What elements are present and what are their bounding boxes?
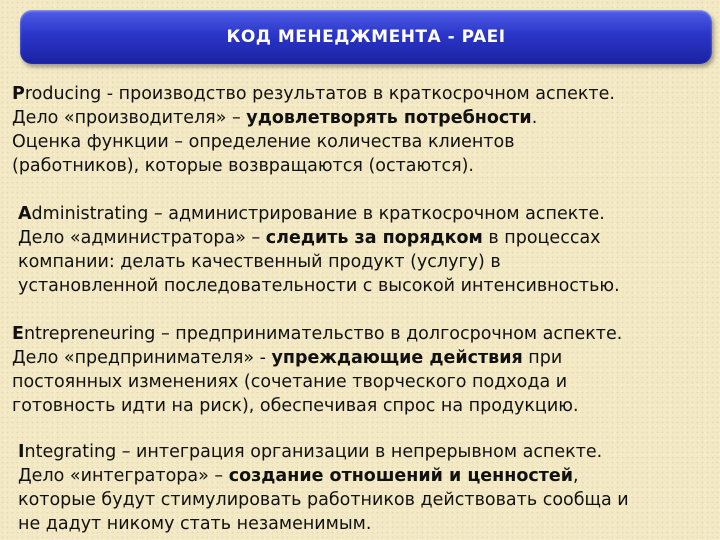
section-line: Оценка функции – определение количества клиентов bbox=[12, 132, 515, 152]
section-lead-letter: P bbox=[12, 84, 25, 104]
section-line: компании: делать качественный продукт (услугу) в bbox=[18, 252, 501, 272]
section-emphasis: упреждающие действия bbox=[271, 348, 523, 368]
section-text: Дело «производителя» – bbox=[12, 108, 247, 128]
section-lead-letter: E bbox=[12, 324, 24, 344]
section-text: Дело «администратора» – bbox=[18, 228, 266, 248]
section-heading-text: ntrepreneuring – предпринимательство в долгосрочном аспекте. bbox=[23, 324, 623, 344]
section-integrating bbox=[18, 440, 629, 536]
section-line: (работников), которые возвращаются (остаются). bbox=[12, 156, 474, 176]
section-text: в процессах bbox=[482, 228, 601, 248]
section-line bbox=[12, 106, 615, 130]
section-lead-letter: A bbox=[18, 204, 32, 224]
section-line: которые будут стимулировать работников действовать сообща и bbox=[18, 490, 629, 510]
section-emphasis: следить за порядком bbox=[265, 228, 483, 248]
page-title: КОД МЕНЕДЖМЕНТА - PAEI bbox=[226, 27, 506, 47]
section-entrepreneuring bbox=[12, 322, 622, 418]
section-line bbox=[18, 226, 620, 250]
section-line: установленной последовательности с высокой интенсивностью. bbox=[18, 276, 620, 296]
section-emphasis: создание отношений и ценностей bbox=[228, 466, 574, 486]
section-lead-letter: I bbox=[18, 442, 25, 462]
section-text: . bbox=[531, 108, 538, 128]
section-line bbox=[18, 464, 629, 488]
section-line bbox=[18, 202, 620, 226]
section-line bbox=[12, 322, 622, 346]
section-administrating bbox=[18, 202, 620, 298]
section-text: Дело «предпринимателя» - bbox=[12, 348, 272, 368]
section-line: не дадут никому стать незаменимым. bbox=[18, 514, 372, 534]
section-line bbox=[12, 346, 622, 370]
section-emphasis: удовлетворять потребности bbox=[246, 108, 532, 128]
section-heading-text: ntegrating – интеграция организации в непрерывном аспекте. bbox=[24, 442, 603, 462]
title-banner bbox=[20, 10, 712, 64]
section-line: постоянных изменениях (сочетание творческого подхода и bbox=[12, 372, 568, 392]
section-text: при bbox=[522, 348, 563, 368]
section-text: , bbox=[573, 466, 579, 486]
section-producing bbox=[12, 82, 615, 178]
section-line bbox=[12, 82, 615, 106]
section-heading-text: dministrating – администрирование в краткосрочном аспекте. bbox=[31, 204, 605, 224]
section-heading-text: roducing - производство результатов в краткосрочном аспекте. bbox=[24, 84, 615, 104]
section-text: Дело «интегратора» – bbox=[18, 466, 229, 486]
section-line: готовность идти на риск), обеспечивая спрос на продукцию. bbox=[12, 396, 579, 416]
section-line bbox=[18, 440, 629, 464]
